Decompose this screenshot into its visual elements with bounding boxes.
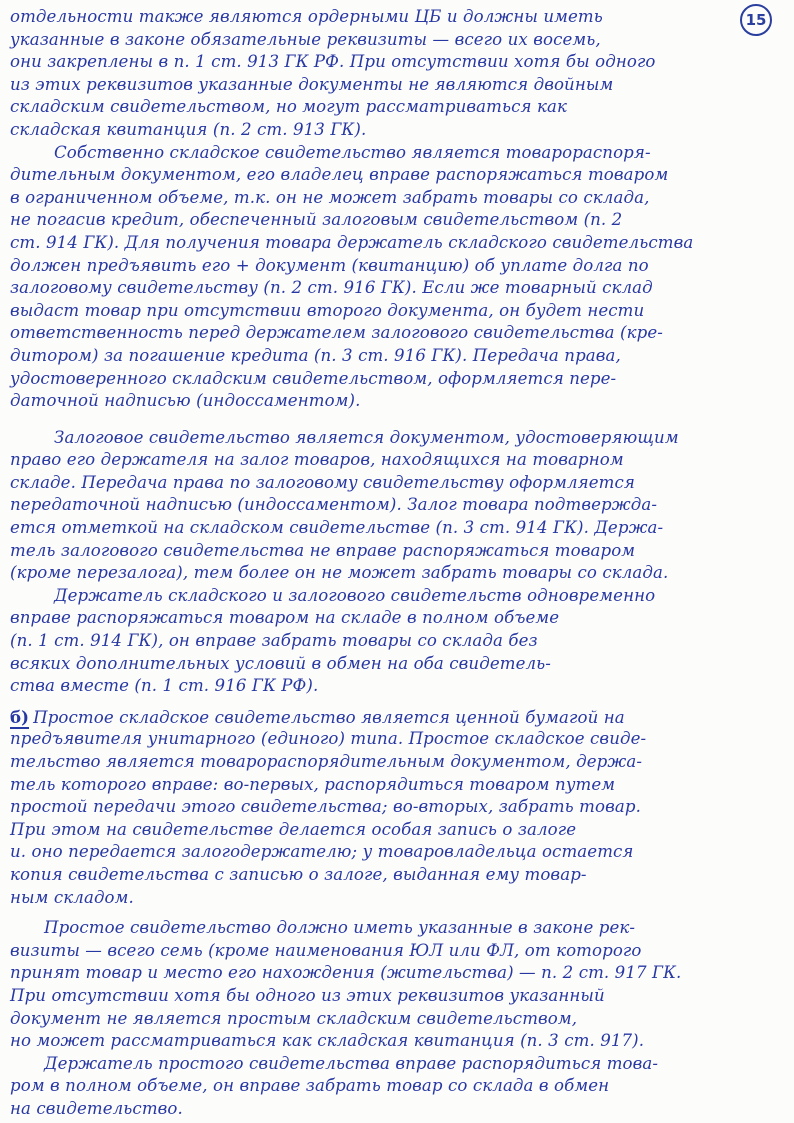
text-line: ст. 914 ГК). Для получения товара держатель складского свидетельства [10,232,694,252]
text-line: в ограниченном объеме, т.к. он не может забрать товары со склада, [10,187,650,207]
text-line: выдаст товар при отсутствии второго документа, он будет нести [10,300,645,320]
text-line: удостоверенного складским свидетельством, оформляется пере- [10,368,617,388]
text-line: предъявителя унитарного (единого) типа. Простое складское свиде- [10,729,647,749]
text-line: они закреплены в п. 1 ст. 913 ГК РФ. При отсутствии хотя бы одного [10,52,656,72]
text-line: ответственность перед держателем залогового свидетельства (кре- [10,323,663,343]
text-line: дитором) за погашение кредита (п. 3 ст. 916 ГК). Передача права, [10,345,621,365]
text-line: Собственно складское свидетельство является товарораспоря- [54,142,651,162]
text-line: тель залогового свидетельства не вправе распоряжаться товаром [10,540,636,560]
text-line: Простое свидетельство должно иметь указанные в законе рек- [44,918,636,938]
paragraph-3 [10,427,748,585]
paragraph-4 [10,585,748,698]
text-line: Держатель простого свидетельства вправе распорядиться това- [44,1053,659,1073]
text-line-content: Простое складское свидетельство является ценной бумагой на [33,707,625,727]
text-line: указанные в законе обязательные реквизиты — всего их восемь, [10,29,601,49]
text-line: При отсутствии хотя бы одного из этих реквизитов указанный [10,985,605,1005]
paragraph-5 [10,706,748,909]
text-line: Залоговое свидетельство является документом, удостоверяющим [54,427,679,447]
text-line: При этом на свидетельстве делается особая запись о залоге [10,819,577,839]
text-line: складским свидетельством, но могут рассматриваться как [10,97,567,117]
paragraph-2 [10,142,748,165]
paragraph-1 [10,6,748,142]
text-line: но может рассматриваться как складская квитанция (п. 3 ст. 917). [10,1031,645,1051]
text-line: складская квитанция (п. 2 ст. 913 ГК). [10,119,367,139]
text-line: простой передачи этого свидетельства; во-вторых, забрать товар. [10,797,641,817]
text-line: даточной надписью (индоссаментом). [10,391,361,411]
text-line: (кроме перезалога), тем более он не может забрать товары со склада. [10,563,669,583]
handwritten-text [10,6,748,1121]
text-line: и. оно передается залогодержателю; у товаровладельца остается [10,842,634,862]
text-line: на свидетельство. [10,1098,183,1118]
section-marker: б) [10,706,30,727]
paragraph-2-body [10,164,748,413]
text-line: всяких дополнительных условий в обмен на оба свидетель- [10,653,552,673]
text-line: ным складом. [10,887,134,907]
text-line: отдельности также являются ордерными ЦБ и должны иметь [10,7,603,26]
text-line: ется отметкой на складском свидетельстве (п. 3 ст. 914 ГК). Держа- [10,518,664,538]
text-line: должен предъявить его + документ (квитанцию) об уплате долга по [10,255,649,275]
text-line: складе. Передача права по залоговому свидетельству оформляется [10,472,635,492]
text-line: копия свидетельства с записью о залоге, выданная ему товар- [10,864,587,884]
text-line: залоговому свидетельству (п. 2 ст. 916 ГК). Если же товарный склад [10,278,653,298]
text-line: ства вместе (п. 1 ст. 916 ГК РФ). [10,676,319,696]
text-line: вправе распоряжаться товаром на складе в полном объеме [10,608,560,628]
text-line [10,706,748,729]
text-line: не погасив кредит, обеспеченный залоговым свидетельством (п. 2 [10,210,623,230]
text-line: принят товар и место его нахождения (жительства) — п. 2 ст. 917 ГК. [10,963,682,983]
paragraph-6 [10,917,748,1120]
text-line: тель которого вправе: во-первых, распорядиться товаром путем [10,774,616,794]
text-line: документ не является простым складским свидетельством, [10,1008,578,1028]
text-line: передаточной надписью (индоссаментом). Залог товара подтвержда- [10,495,658,515]
text-line: визиты — всего семь (кроме наименования ЮЛ или ФЛ, от которого [10,940,642,960]
text-line: Держатель складского и залогового свидетельств одновременно [54,585,656,605]
text-line: ром в полном объеме, он вправе забрать товар со склада в обмен [10,1076,610,1096]
text-line: тельство является товарораспорядительным документом, держа- [10,752,643,771]
text-line: (п. 1 ст. 914 ГК), он вправе забрать товары со склада без [10,631,538,651]
text-line: право его держателя на залог товаров, находящихся на товарном [10,450,624,470]
text-line: дительным документом, его владелец вправе распоряжаться товаром [10,165,669,185]
text-line: из этих реквизитов указанные документы не являются двойным [10,74,614,94]
page-number: 15 [740,4,772,36]
